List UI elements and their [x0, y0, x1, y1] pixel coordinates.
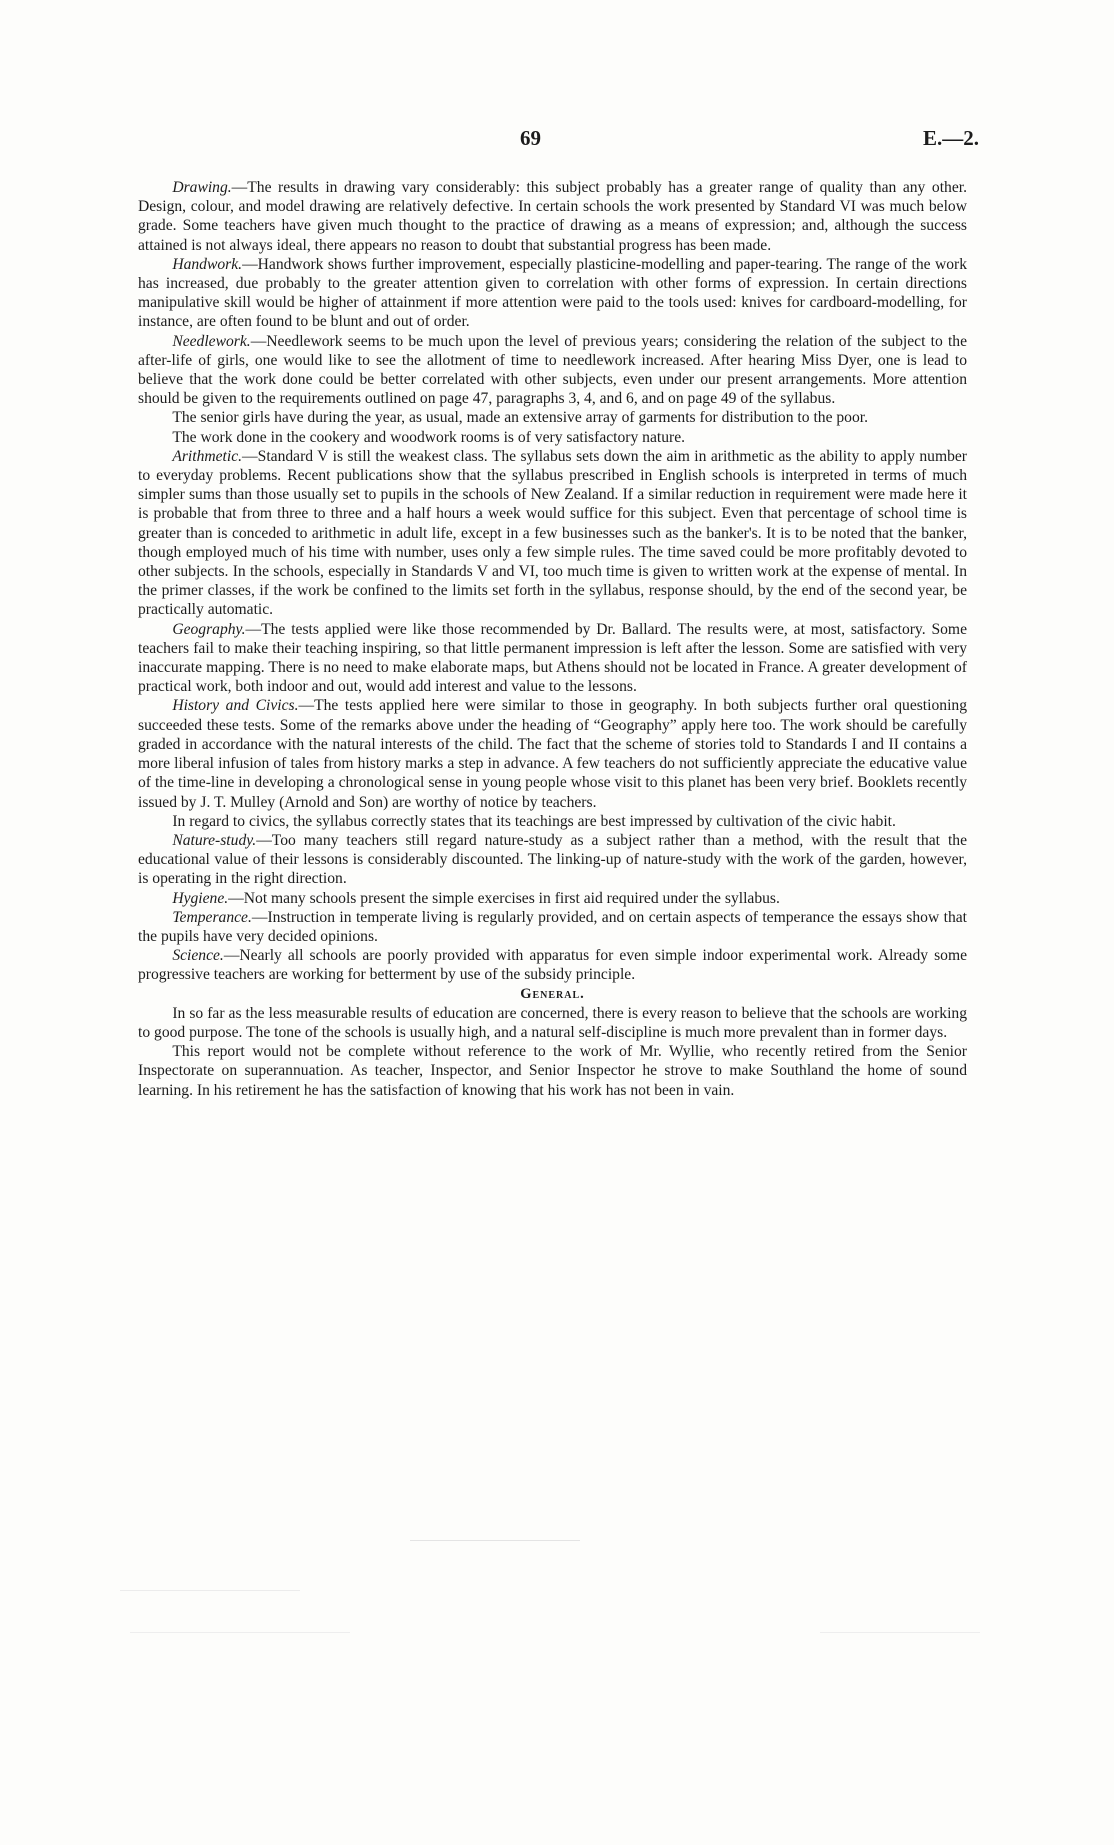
faint-rule [410, 1540, 580, 1541]
paragraph-nature-study [138, 831, 967, 889]
paragraph-lead: Arithmetic. [172, 447, 243, 465]
page-header [0, 126, 1114, 156]
report-body [138, 178, 967, 1100]
paragraph-lead: Handwork. [172, 255, 243, 273]
faint-rule [120, 1590, 300, 1591]
paragraph-text: In regard to civics, the syllabus correctly states that its teachings are best impressed by cultivation of the civic habit. [172, 812, 896, 830]
section-heading-general: General. [520, 985, 585, 1002]
faint-rule [820, 1632, 980, 1633]
paragraph-text: —Instruction in temperate living is regularly provided, and on certain aspects of temperance the essays show that the pupils have very decided opinions. [138, 908, 967, 945]
faint-rule [130, 1632, 350, 1633]
paragraph-text: —Not many schools present the simple exercises in first aid required under the syllabus. [228, 889, 780, 907]
paragraph-lead: Hygiene. [172, 889, 229, 907]
paragraph-geography [138, 620, 967, 697]
paragraph-history-civics [138, 696, 967, 811]
paragraph-hygiene [138, 889, 967, 908]
paragraph-text: This report would not be complete without reference to the work of Mr. Wyllie, who recently retired from the Senior Inspectorate on superannuation. As teacher, Inspector, and Senior Inspector he strove to make Southland the home of sound learning. In his retirement he has the satisfaction of knowing that his work has not been in vain. [138, 1043, 967, 1099]
page-number: 69 [520, 126, 541, 150]
paragraph-text: The senior girls have during the year, as usual, made an extensive array of garments for distribution to the poor. [172, 409, 869, 427]
paragraph-lead: Drawing. [172, 179, 232, 196]
paragraph-text: —The results in drawing vary considerably: this subject probably has a greater range of quality than any other. Design, colour, and model drawing are relatively defective. In certain schools the work presented by Standard VI was much below grade. Some teachers have given much thought to the practice of drawing as a means of expression; and, although the success attained is not always ideal, there appears no reason to doubt that substantial progress has been made. [138, 179, 967, 254]
paragraph-general-results [138, 1004, 967, 1042]
paragraph-drawing [138, 178, 967, 255]
paragraph-text: —The tests applied were like those recommended by Dr. Ballard. The results were, at most, satisfactory. Some teachers fail to make their teaching inspiring, so that little permanent impression is left after the lesson. Some are satisfied with very inaccurate mapping. There is no need to make elaborate maps, but Athens should not be located in France. A greater development of practical work, both indoor and out, would add interest and value to the lessons. [138, 620, 967, 696]
paragraph-lead: Temperance. [172, 908, 252, 926]
paragraph-lead: Nature-study. [172, 831, 257, 849]
faint-show-through [0, 1500, 1114, 1700]
paragraph-lead: History and Civics. [172, 697, 299, 715]
paragraph-text: —The tests applied here were similar to those in geography. In both subjects further oral questioning succeeded these tests. Some of the remarks above under the heading of “Geography” apply here too. The work should be carefully graded in accordance with the natural interests of the child. The fact that the scheme of stories told to Standards I and II contains a more liberal infusion of tales from history marks a step in advance. A few teachers do not sufficiently appreciate the educative value of the time-line in developing a chronological sense in young people whose visit to this planet has been very brief. Booklets recently issued by J. T. Mulley (Arnold and Son) are worthy of notice by teachers. [138, 697, 967, 811]
paragraph-text: —Standard V is still the weakest class. The syllabus sets down the aim in arithmetic as the ability to apply number to everyday problems. Recent publications show that the syllabus prescribed in English schools is interpreted in terms of much simpler sums than those usually set to pupils in the schools of New Zealand. If a similar reduction in requirement were made here it is probable that from three to three and a half hours a week would suffice for this subject. Even that percentage of school time is greater than is conceded to arithmetic in adult life, except in a few businesses such as the banker's. It is to be noted that the banker, though employed much of his time with number, uses only a few simple rules. The time saved could be more profitably devoted to other subjects. In the schools, especially in Standards V and VI, too much time is given to written work at the expense of mental. In the primer classes, if the work be confined to the limits set forth in the syllabus, response should, by the end of the second year, be practically automatic. [138, 447, 967, 619]
paragraph-temperance [138, 908, 967, 946]
document-reference: E.—2. [922, 126, 979, 150]
paragraph-text: —Handwork shows further improvement, especially plasticine-modelling and paper-tearing. The range of the work has increased, due probably to the greater attention given to correlation with other forms of expression. In certain directions manipulative skill would be higher of attainment if more attention were paid to the tools used: knives for cardboard-modelling, for instance, are often found to be blunt and out of order. [138, 255, 967, 331]
paragraph-lead: Needlework. [172, 332, 251, 350]
paragraph-cookery-woodwork [138, 428, 967, 447]
paragraph-lead: Geography. [172, 620, 246, 638]
paragraph-text: —Nearly all schools are poorly provided with apparatus for even simple indoor experimental work. Already some progressive teachers are working for betterment by use of the subsidy principle. [138, 947, 967, 984]
paragraph-handwork [138, 255, 967, 332]
paragraph-lead: Science. [172, 947, 224, 965]
paragraph-civics [138, 812, 967, 831]
paragraph-text: —Needlework seems to be much upon the level of previous years; considering the relation of the subject to the after-life of girls, one would like to see the allotment of time to needlework increased. After hearing Miss Dyer, one is lead to believe that the work done could be better correlated with other subjects, even under our present arrangements. More attention should be given to the requirements outlined on page 47, paragraphs 3, 4, and 6, and on page 49 of the syllabus. [138, 332, 967, 408]
paragraph-text: In so far as the less measurable results of education are concerned, there is every reason to believe that the schools are working to good purpose. The tone of the schools is usually high, and a natural self-discipline is much more prevalent than in former days. [138, 1004, 967, 1041]
paragraph-wyllie-tribute [138, 1042, 967, 1100]
paragraph-text: —Too many teachers still regard nature-study as a subject rather than a method, with the result that the educational value of their lessons is considerably discounted. The linking-up of nature-study with the work of the garden, however, is operating in the right direction. [138, 831, 967, 888]
paragraph-science [138, 946, 967, 984]
paragraph-needlework [138, 332, 967, 409]
paragraph-arithmetic [138, 447, 967, 620]
paragraph-senior-girls [138, 408, 967, 427]
paragraph-text: The work done in the cookery and woodwork rooms is of very satisfactory nature. [172, 428, 686, 446]
